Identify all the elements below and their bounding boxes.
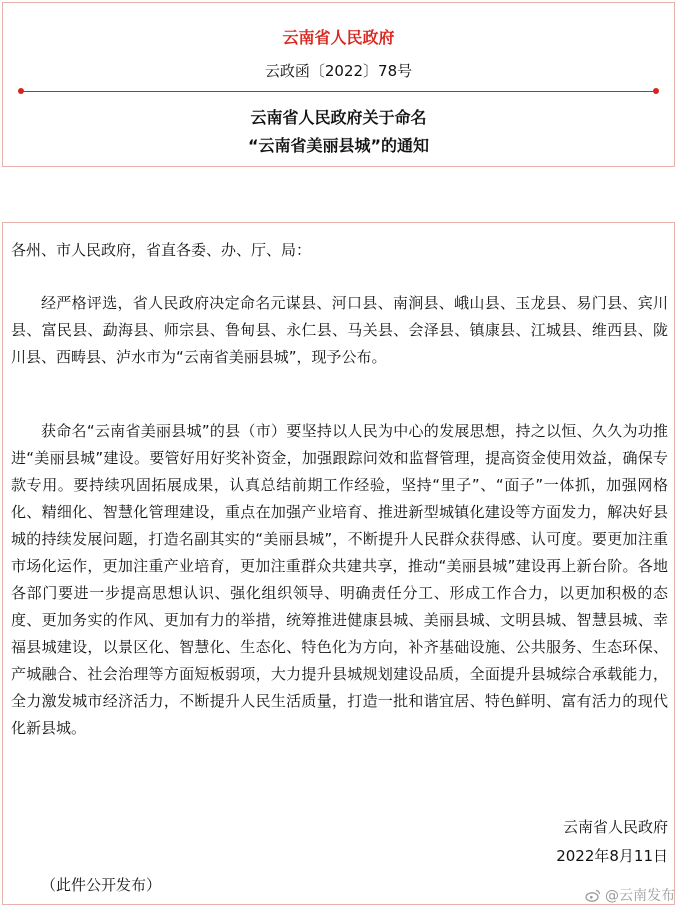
salutation: 各州、市人民政府，省直各委、办、厅、局：: [11, 241, 312, 259]
signature-org: 云南省人民政府: [562, 818, 668, 836]
notice-title-line1: 云南省人民政府关于命名: [250, 108, 427, 127]
red-divider: [21, 91, 656, 92]
document-header: [2, 2, 675, 167]
paragraph-naming: 经严格评选，省人民政府决定命名元谋县、河口县、南涧县、峨山县、玉龙县、易门县、宾川县、富民县、勐海县、师宗县、鲁甸县、永仁县、马关县、会泽县、镇康县、江城县、维西县、陇川县、西畴县、泸水市为“云南省美丽县城”，现予公布。: [11, 294, 668, 366]
weibo-watermark: [585, 885, 675, 905]
paragraph-requirements: 获命名“云南省美丽县城”的县（市）要坚持以人民为中心的发展思想，持之以恒、久久为功推进“美丽县城”建设。要管好用好奖补资金，加强跟踪问效和监督管理，提高资金使用效益，确保专款专用。要持续巩固拓展成果，认真总结前期工作经验，坚持“里子”、“面子”一体抓，加强网格化、精细化、智慧化管理建设，重点在加强产业培育、推进新型城镇化建设等方面发力，解决好县城的持续发展问题，打造名副其实的“美丽县城”，不断提升人民群众获得感、认可度。要更加注重市场化运作，更加注重产业培育，更加注重群众共建共享，推动“美丽县城”建设再上新台阶。各地各部门要进一步提高思想认识、强化组织领导、明确责任分工、形成工作合力，以更加积极的态度、更加务实的作风、更加有力的举措，统筹推进健康县城、美丽县城、文明县城、智慧县城、幸福县城建设，以景区化、智慧化、生态化、特色化为方向，补齐基础设施、公共服务、生态环保、产城融合、社会治理等方面短板弱项，大力提升县城规划建设品质，全面提升县城综合承载能力，全力激发城市经济活力，不断提升人民生活质量，打造一批和谐宜居、特色鲜明、富有活力的现代化新县城。: [11, 422, 668, 737]
divider-dot-right: [653, 88, 659, 94]
notice-title-line2: “云南省美丽县城”的通知: [247, 136, 430, 155]
signature-date: 2022年8月11日: [556, 847, 668, 865]
document-body: [2, 222, 675, 905]
weibo-icon: [585, 888, 601, 902]
document-number: 云政函〔2022〕78号: [264, 62, 413, 80]
public-note: （此件公开发布）: [41, 876, 162, 894]
issuer-name: 云南省人民政府: [282, 28, 395, 47]
watermark-text: @云南发布: [605, 888, 675, 904]
